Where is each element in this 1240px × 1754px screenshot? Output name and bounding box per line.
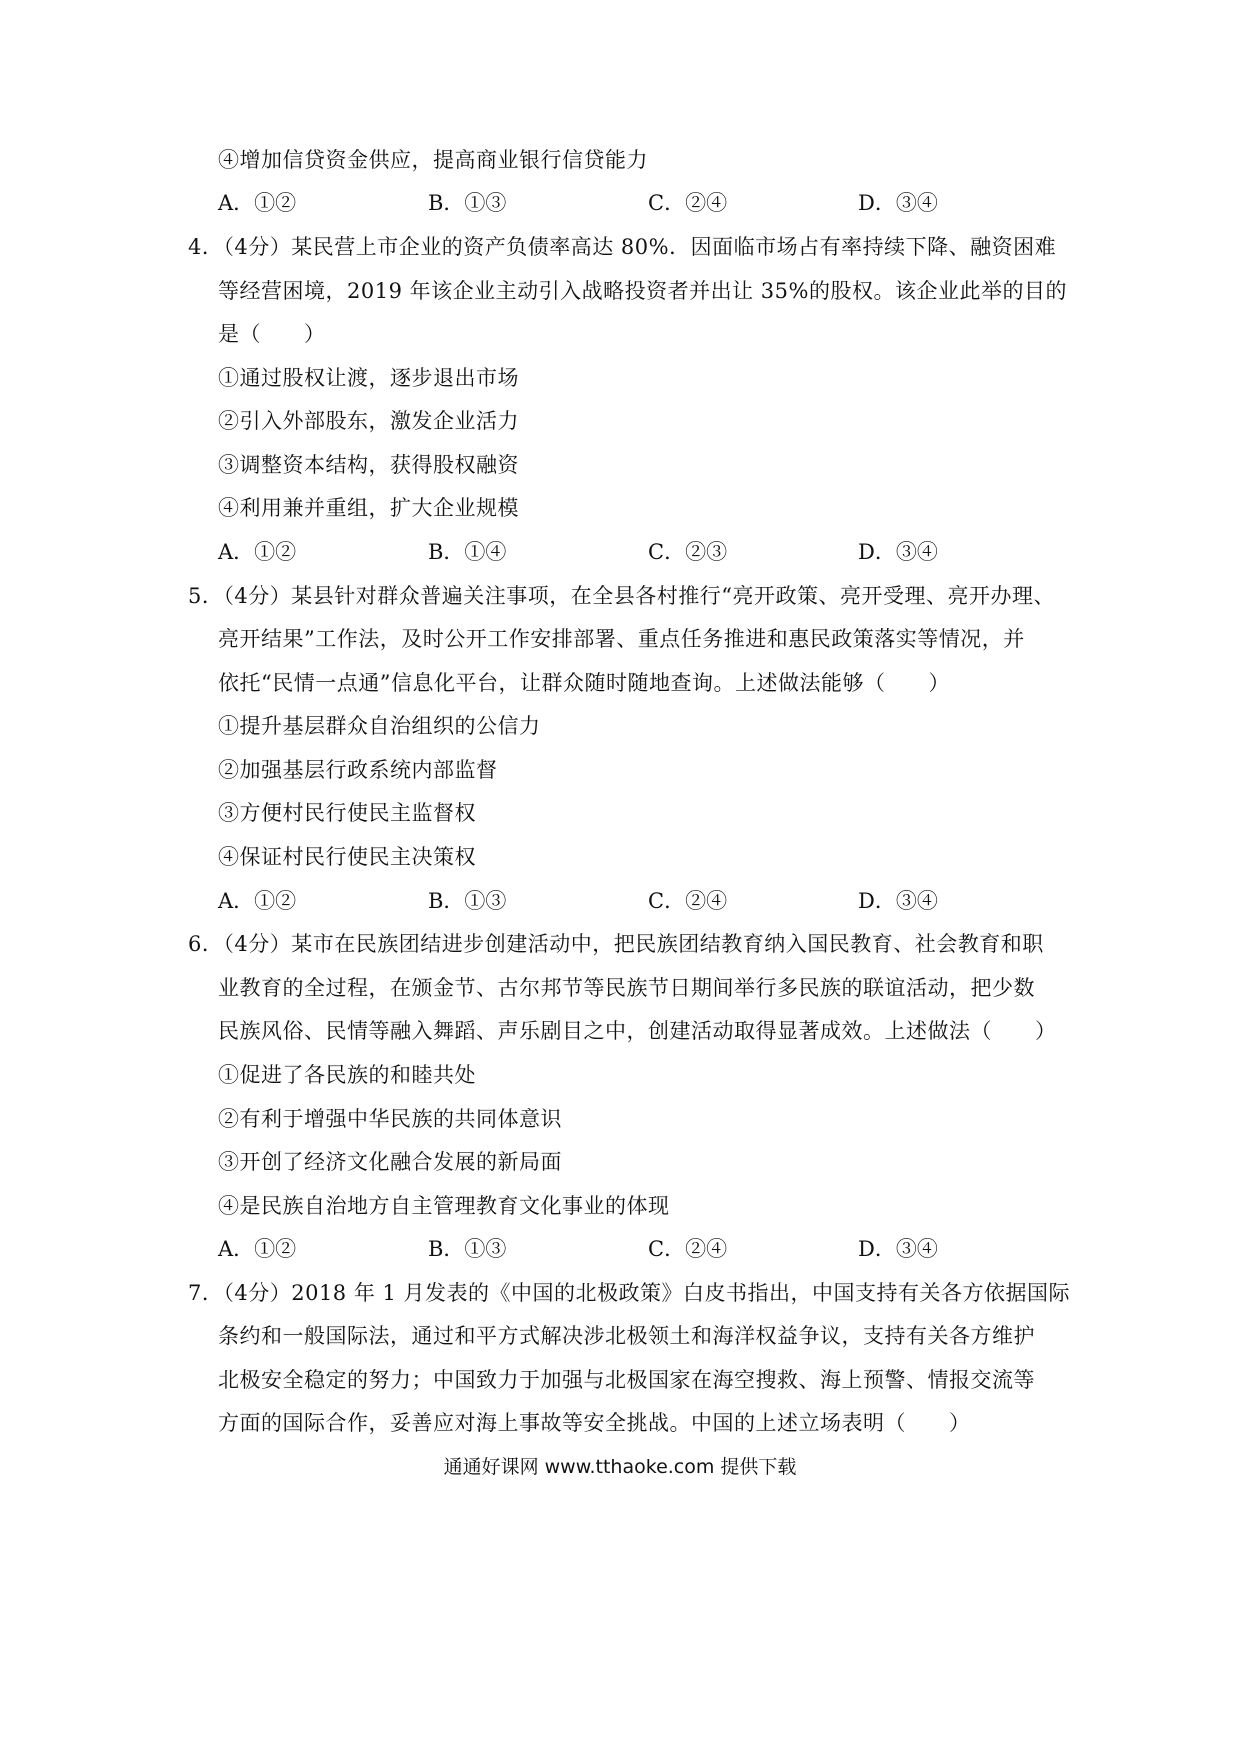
q7-stem-line-1: 7．（4分）2018 年 1 月发表的《中国的北极政策》白皮书指出，中国支持有关各方依据国际 (188, 1281, 1071, 1305)
q5-stem-line-1: 5．（4分）某县针对群众普遍关注事项，在全县各村推行“亮开政策、亮开受理、亮开办理、 (188, 584, 1055, 608)
q6-stem-line-2: 业教育的全过程，在颁金节、古尔邦节等民族节日期间举行多民族的联谊活动，把少数 (218, 976, 1035, 1000)
q5-option-d: D．③④ (858, 889, 938, 913)
q6-item-1: ①促进了各民族的和睦共处 (218, 1063, 476, 1087)
q4-option-a: A．①② (218, 540, 297, 564)
q5-stem-line-2: 亮开结果”工作法，及时公开工作安排部署、重点任务推进和惠民政策落实等情况，并 (218, 627, 1025, 651)
q3-item-4: ④增加信贷资金供应，提高商业银行信贷能力 (218, 148, 648, 172)
q5-option-b: B．①③ (428, 889, 507, 913)
q6-stem-line-1: 6．（4分）某市在民族团结进步创建活动中，把民族团结教育纳入国民教育、社会教育和职 (188, 932, 1044, 956)
q5-item-1: ①提升基层群众自治组织的公信力 (218, 714, 541, 738)
q6-item-2: ②有利于增强中华民族的共同体意识 (218, 1107, 562, 1131)
q5-stem-line-3: 依托“民情一点通”信息化平台，让群众随时随地查询。上述做法能够（ ） (218, 671, 950, 695)
q5-item-2: ②加强基层行政系统内部监督 (218, 758, 498, 782)
q6-item-4: ④是民族自治地方自主管理教育文化事业的体现 (218, 1194, 670, 1218)
q4-options (218, 538, 978, 566)
q6-options (218, 1235, 978, 1263)
q7-stem-line-2: 条约和一般国际法，通过和平方式解决涉北极领土和海洋权益争议，支持有关各方维护 (218, 1324, 1035, 1348)
q4-option-b: B．①④ (428, 540, 507, 564)
q3-option-b: B．①③ (428, 191, 507, 215)
q4-stem-line-3: 是（ ） (218, 322, 326, 346)
page-footer: 通通好课网 www.tthaoke.com 提供下载 (443, 1456, 797, 1478)
q7-stem-line-4: 方面的国际合作，妥善应对海上事故等安全挑战。中国的上述立场表明（ ） (218, 1411, 971, 1435)
q3-option-a: A．①② (218, 191, 297, 215)
q6-stem-line-3: 民族风俗、民情等融入舞蹈、声乐剧目之中，创建活动取得显著成效。上述做法（ ） (218, 1019, 1057, 1043)
q6-option-c: C．②④ (648, 1237, 728, 1261)
q6-option-b: B．①③ (428, 1237, 507, 1261)
q4-option-c: C．②③ (648, 540, 728, 564)
q6-item-3: ③开创了经济文化融合发展的新局面 (218, 1150, 562, 1174)
q4-stem-line-1: 4．（4分）某民营上市企业的资产负债率高达 80%．因面临市场占有率持续下降、融资困难 (188, 235, 1057, 259)
q3-option-d: D．③④ (858, 191, 938, 215)
q4-item-3: ③调整资本结构，获得股权融资 (218, 453, 519, 477)
q5-item-3: ③方便村民行使民主监督权 (218, 801, 476, 825)
q3-options (218, 189, 978, 217)
q5-option-c: C．②④ (648, 889, 728, 913)
q4-stem-line-2: 等经营困境，2019 年该企业主动引入战略投资者并出让 35%的股权。该企业此举的目的 (218, 279, 1067, 303)
q5-options (218, 887, 978, 915)
q3-option-c: C．②④ (648, 191, 728, 215)
q4-item-2: ②引入外部股东，激发企业活力 (218, 409, 519, 433)
q6-option-d: D．③④ (858, 1237, 938, 1261)
q4-item-1: ①通过股权让渡，逐步退出市场 (218, 366, 519, 390)
q5-option-a: A．①② (218, 889, 297, 913)
q7-stem-line-3: 北极安全稳定的努力；中国致力于加强与北极国家在海空搜救、海上预警、情报交流等 (218, 1368, 1035, 1392)
q4-item-4: ④利用兼并重组，扩大企业规模 (218, 496, 519, 520)
q6-option-a: A．①② (218, 1237, 297, 1261)
q4-option-d: D．③④ (858, 540, 938, 564)
q5-item-4: ④保证村民行使民主决策权 (218, 845, 476, 869)
